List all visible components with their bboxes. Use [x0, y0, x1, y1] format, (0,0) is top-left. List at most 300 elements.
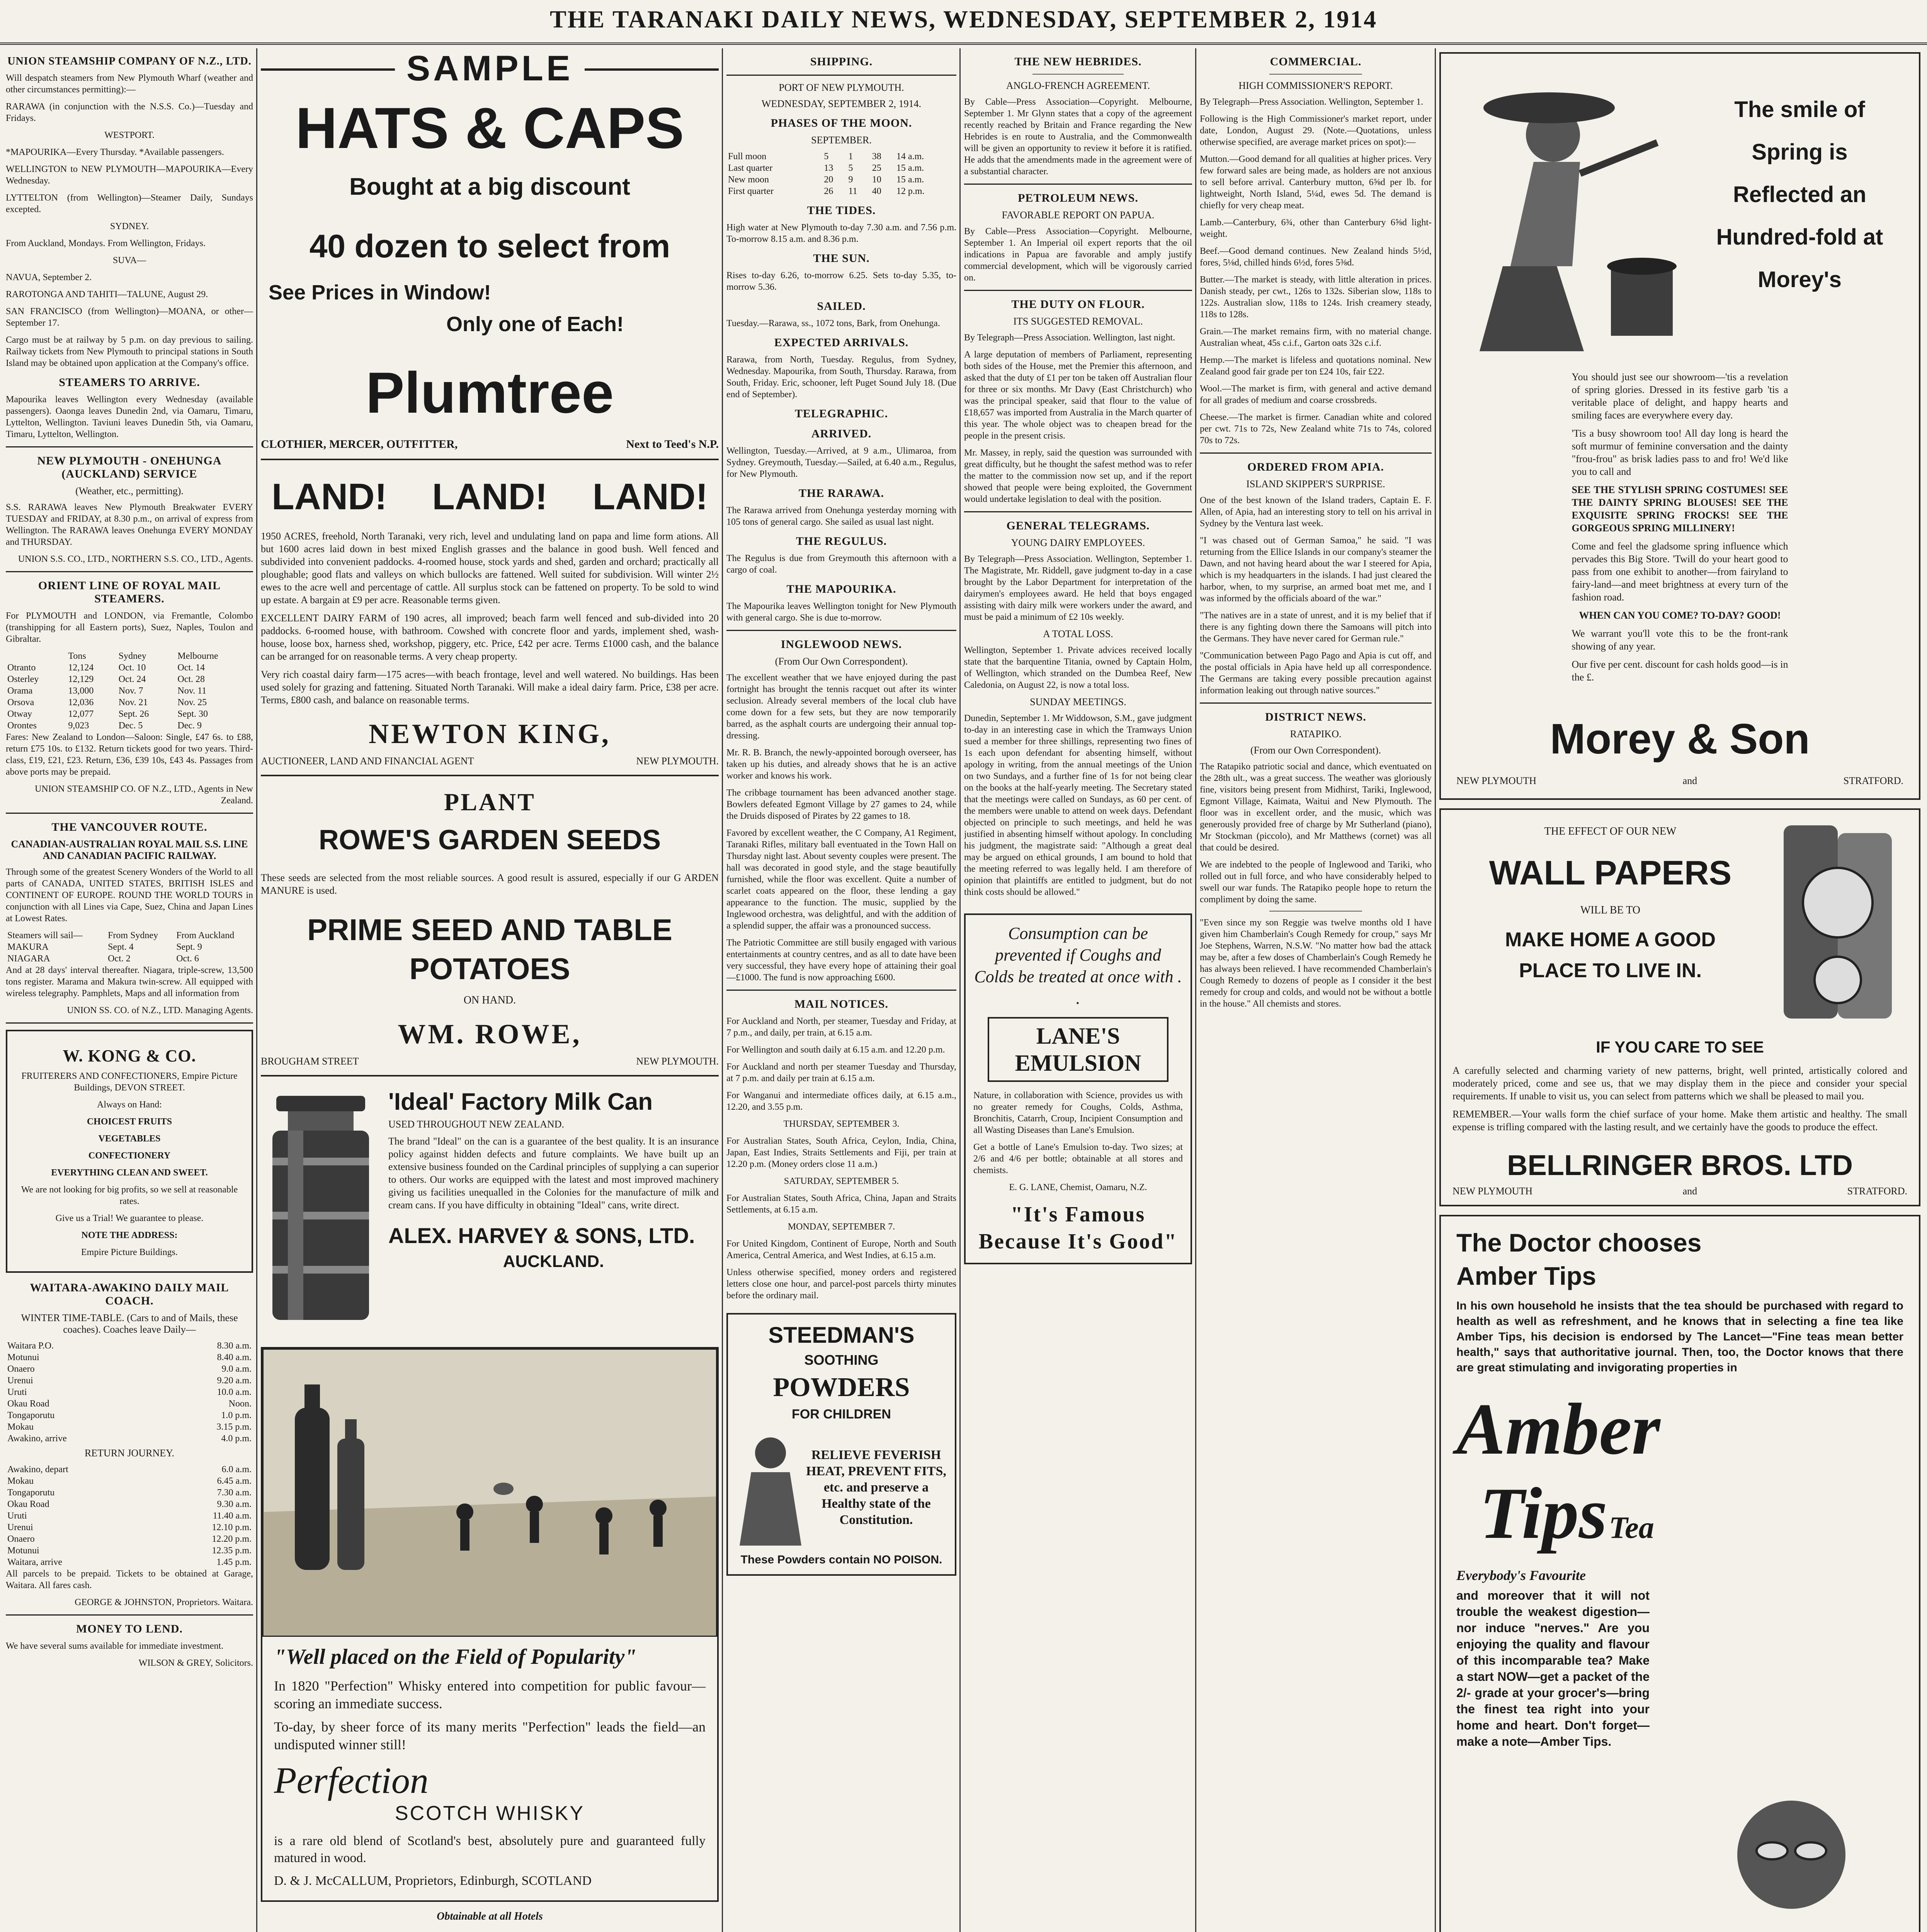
- cell: 9.20 a.m.: [217, 1376, 252, 1386]
- bell-and: and: [1682, 1185, 1697, 1197]
- union-line: WELLINGTON to NEW PLYMOUTH—MAPOURIKA—Every Wednesday.: [6, 164, 253, 186]
- hc-sub: HIGH COMMISSIONER'S REPORT.: [1238, 80, 1393, 91]
- cell: Okau Road: [7, 1399, 49, 1409]
- cell: Motunui: [7, 1352, 39, 1362]
- ideal-sub: USED THROUGHOUT NEW ZEALAND.: [388, 1119, 564, 1130]
- rowe-footer: [261, 1050, 719, 1077]
- mail-para: For Auckland and north per steamer Tuesday and Thursday, at 7 p.m. and daily per train at 6.15 a.m.: [726, 1062, 956, 1083]
- kong-title: W. KONG & CO.: [63, 1046, 196, 1065]
- column-rule: [1435, 48, 1436, 1932]
- column-2-adverts: [261, 48, 719, 1932]
- waitara-return-table: [6, 1464, 253, 1568]
- hc-para: Following is the High Commissioner's market report, under date, London, August 29. (Note.—Quotations, unless otherwise specified, are average market prices on spot):—: [1200, 114, 1432, 147]
- tea-word: Tea: [1609, 1511, 1654, 1545]
- will-be: WILL BE TO: [1580, 904, 1640, 916]
- table-row: [6, 1386, 253, 1398]
- orient-title: ORIENT LINE OF ROYAL MAIL STEAMERS.: [38, 579, 221, 605]
- header-cell: Sydney: [118, 651, 146, 661]
- union-line: *MAPOURIKA—Every Thursday. *Available passengers.: [6, 147, 224, 157]
- divider: [6, 1022, 253, 1024]
- table-row: [6, 662, 253, 673]
- scotch-whisky: SCOTCH WHISKY: [395, 1802, 585, 1825]
- doctor-line: The Doctor chooses: [1456, 1228, 1702, 1257]
- apia-para: "The natives are in a state of unrest, and it is my belief that if there is any fighting down there the Samoans will pitch into the Germans. They have never cared for German rule.": [1200, 611, 1432, 644]
- port-heading: PORT OF NEW PLYMOUTH.: [779, 82, 904, 93]
- divider: [1200, 452, 1432, 454]
- cell: Noon.: [228, 1399, 252, 1409]
- date-line: WEDNESDAY, SEPTEMBER 2, 1914.: [761, 98, 922, 109]
- kong-line: CHOICEST FRUITS: [87, 1117, 172, 1127]
- kong-line: Always on Hand:: [97, 1100, 162, 1110]
- mail-date: SATURDAY, SEPTEMBER 5.: [784, 1176, 899, 1186]
- table-row: [726, 174, 956, 185]
- table-row: [6, 941, 253, 953]
- cell: Otway: [7, 709, 32, 719]
- lanes-emulsion-advert: [964, 913, 1192, 1264]
- football-field-icon: [264, 1350, 716, 1636]
- inglewood-para: Favored by excellent weather, the C Company, A1 Regiment, Taranaki Rifles, military ball eventuated in the Town Hall on Thursday night last. About seventy couples were present. The hall was decorated in good style, and the stage beautifully furnished, while the floor was excellent. Quite a number of scarlet coats appeared on the floor, these lending a gay appearance to the function. The music, supplied by the Inglewood orchestra, was delightful, and with the addition of a splendid supper, the affair was a pronounced success.: [726, 828, 956, 931]
- morey-text: Our five per cent. discount for cash holds good—is in the £.: [1572, 659, 1788, 683]
- orient-text: For PLYMOUTH and LONDON, via Fremantle, Colombo (transhipping for all Eastern ports), Suez, Naples, Toulon and Gibraltar.: [6, 611, 253, 644]
- expected-text: Rarawa, from North, Tuesday. Regulus, from Sydney, Wednesday. Mapourika, from South, Thursday. Rarawa, from South, Friday. Eric, schooner, left Puget Sound July 18. (Due end of September).: [726, 355, 956, 400]
- union-line: RARAWA (in conjunction with the N.S.S. Co.)—Tuesday and Fridays.: [6, 102, 253, 123]
- plumtree-address: Next to Teed's N.P.: [626, 438, 719, 451]
- prices-line: See Prices in Window!: [269, 281, 491, 304]
- general-heading: GENERAL TELEGRAMS.: [1006, 519, 1150, 532]
- column-rule: [959, 48, 961, 1932]
- cell: 12.20 p.m.: [212, 1534, 252, 1544]
- loss-text: Wellington, September 1. Private advices received locally state that the barquentine Titania, owned by Captain Holm, of Wellington, which stranded on the Dumbea Reef, New Caledonia, on August 22, is now a total loss.: [964, 645, 1192, 690]
- mail-para: For Australian States, South Africa, Ceylon, India, China, Japan, East Indies, Straits Settlements and Fiji, per train at 12.20 p.m. (Money orders close 11 a.m.): [726, 1136, 956, 1169]
- column-1-shipping-ads: [6, 48, 253, 1932]
- obtainable: Obtainable at all Hotels: [437, 1910, 543, 1922]
- column-6-adverts: [1439, 48, 1920, 1932]
- amber-logo: [1456, 1387, 1903, 1471]
- table-row: [6, 1475, 253, 1487]
- cell: 14 a.m.: [896, 151, 924, 162]
- table-row: [6, 720, 253, 731]
- header-cell: [6, 650, 66, 662]
- sailed-text: Tuesday.—Rarawa, ss., 1072 tons, Bark, from Onehunga.: [726, 318, 940, 328]
- perfection-whisky-advert: [261, 1347, 719, 1902]
- cell: 3.15 p.m.: [216, 1422, 252, 1432]
- column-rule: [722, 48, 723, 1932]
- cell: 9,023: [68, 721, 89, 731]
- apia-para: One of the best known of the Island traders, Captain E. F. Allen, of Apia, had an interesting story to tell on his arrival in Sydney by the Ventura last week.: [1200, 495, 1432, 529]
- union-line: From Auckland, Mondays. From Wellington, Fridays.: [6, 238, 206, 248]
- table-row: [6, 697, 253, 708]
- onehunga-title: NEW PLYMOUTH - ONEHUNGA (AUCKLAND) SERVICE: [37, 454, 222, 480]
- cell: Sept. 9: [176, 942, 202, 952]
- table-row: [6, 1421, 253, 1433]
- famous-slogan: "It's Famous Because It's Good": [978, 1202, 1178, 1253]
- morey-text: You should just see our showroom—'tis a revelation of spring glories. Dressed in its festive garb 'tis a veritable place of delight, and happy hearts and smiling faces are everywhere every day.: [1572, 371, 1788, 421]
- steedman-advert: [726, 1313, 956, 1576]
- shipping-heading: SHIPPING.: [810, 55, 873, 68]
- blend-text: is a rare old blend of Scotland's best, absolutely pure and guaranteed fully matured in wood.: [274, 1834, 706, 1865]
- cell: 11: [848, 186, 857, 196]
- inglewood-heading: INGLEWOOD NEWS.: [781, 638, 902, 651]
- apia-heading: ORDERED FROM APIA.: [1247, 461, 1384, 473]
- cell: Oct. 2: [108, 954, 131, 964]
- alex-harvey: ALEX. HARVEY & SONS, LTD.: [388, 1223, 695, 1248]
- amber-word: Amber: [1456, 1389, 1660, 1470]
- sunday-sub: SUNDAY MEETINGS.: [1030, 696, 1126, 707]
- union-intro: Will despatch steamers from New Plymouth Wharf (weather and other circumstances permitting):—: [6, 73, 253, 95]
- vancouver-title: THE VANCOUVER ROUTE.: [51, 821, 207, 833]
- cell: NIAGARA: [7, 954, 50, 964]
- cell: Otranto: [7, 663, 36, 673]
- rarawa-text: The Rarawa arrived from Onehunga yesterday morning with 105 tons of general cargo. She sailed as usual last night.: [726, 505, 956, 527]
- union-line: LYTTELTON (from Wellington)—Steamer Daily, Sundays excepted.: [6, 193, 253, 214]
- cell: Urenui: [7, 1522, 33, 1532]
- milk-can-icon: [261, 1088, 381, 1328]
- ratapiko-sub: RATAPIKO.: [1290, 728, 1342, 740]
- table-row: [6, 1533, 253, 1545]
- table-row: [6, 1352, 253, 1363]
- column-rule: [1195, 48, 1196, 1932]
- table-row: [6, 1522, 253, 1533]
- rowe-street: BROUGHAM STREET: [261, 1056, 359, 1067]
- money-sign: WILSON & GREY, Solicitors.: [138, 1658, 253, 1668]
- hebrides-sub: ANGLO-FRENCH AGREEMENT.: [1006, 80, 1150, 91]
- cell: 12.35 p.m.: [212, 1546, 252, 1556]
- table-row: [6, 1375, 253, 1386]
- smile-line: Spring is: [1752, 139, 1848, 165]
- bellringer: BELLRINGER BROS. LTD: [1507, 1149, 1853, 1181]
- union-line: NAVUA, September 2.: [6, 272, 92, 282]
- table-row: [6, 1363, 253, 1375]
- union-line: SYDNEY.: [110, 221, 149, 231]
- header-cell: Tons: [68, 651, 86, 661]
- morey-and: and: [1682, 775, 1697, 786]
- cell: Uruti: [7, 1511, 27, 1521]
- cell: Nov. 25: [177, 697, 207, 707]
- kong-line: Give us a Trial! We guarantee to please.: [55, 1213, 204, 1223]
- cell: Last quarter: [728, 163, 773, 173]
- tips-word: Tips: [1480, 1473, 1607, 1554]
- on-hand: ON HAND.: [463, 994, 516, 1006]
- cell: 1.0 p.m.: [221, 1410, 252, 1420]
- sun-heading: THE SUN.: [813, 252, 870, 265]
- steedman-title: STEEDMAN'S: [768, 1323, 915, 1348]
- inglewood-para: The excellent weather that we have enjoyed during the past fortnight has brought the tennis racquet out after its winter seclusion. Already several members of the local club have come down for a few sets, but they are now temporarily barred, as the asphalt courts are undergoing their annual top-dressing.: [726, 673, 956, 741]
- cell: 9.0 a.m.: [221, 1364, 252, 1374]
- kong-line: VEGETABLES: [98, 1134, 161, 1144]
- cell: Awakino, arrive: [7, 1434, 67, 1444]
- cell: 13,000: [68, 686, 94, 696]
- hc-para: Beef.—Good demand continues. New Zealand hinds 5½d, fores, 5⅛d, chilled hinds 6½d, fores 5⅜d.: [1200, 246, 1432, 268]
- cell: Nov. 21: [118, 697, 148, 707]
- table-row: [6, 1410, 253, 1421]
- header-cell: Melbourne: [177, 651, 218, 661]
- nurse-icon: [736, 1430, 805, 1546]
- table-row: [6, 708, 253, 720]
- table-row: [6, 1340, 253, 1352]
- flour-para: Mr. Massey, in reply, said the question was surrounded with great difficulty, but he thought the safest method was to refer the matter to the commission now set up, and if the report showed that people were being exploited, the Government would undertake legislation to deal with the position.: [964, 448, 1192, 504]
- cell: 4.0 p.m.: [221, 1434, 252, 1444]
- dairy-sub: YOUNG DAIRY EMPLOYEES.: [1011, 537, 1145, 548]
- bellringer-footer: [1452, 1185, 1907, 1197]
- mail-heading: MAIL NOTICES.: [794, 998, 889, 1010]
- cell: 25: [872, 163, 881, 173]
- cell: Oct. 6: [176, 954, 199, 964]
- amber-tips-advert: [1439, 1215, 1920, 1932]
- cell: Orontes: [7, 721, 37, 731]
- steedman-claims: RELIEVE FEVERISH HEAT, PREVENT FITS, etc. and preserve a Healthy state of the Constitution.: [806, 1448, 946, 1527]
- lanes-sign: E. G. LANE, Chemist, Oamaru, N.Z.: [1009, 1182, 1147, 1192]
- milk-can-illustration: [261, 1088, 388, 1328]
- perfection-logo: Perfection: [274, 1760, 429, 1801]
- loss-sub: A TOTAL LOSS.: [1043, 628, 1113, 639]
- union-line: RAROTONGA AND TAHITI—TALUNE, August 29.: [6, 289, 208, 299]
- make-home: MAKE HOME A GOOD: [1505, 929, 1716, 951]
- smile-line: Hundred-fold at: [1716, 224, 1883, 250]
- bell-np: NEW PLYMOUTH: [1452, 1185, 1533, 1197]
- inglewood-para: The cribbage tournament has been advanced another stage. Bowlers defeated Egmont Village by 27 games to 24, while the Druids disposed of Pirates by 22 games to 18.: [726, 788, 956, 821]
- hc-para: By Telegraph—Press Association. Wellington, September 1.: [1200, 97, 1424, 107]
- smile-line: Reflected an: [1733, 182, 1866, 207]
- effect-line: THE EFFECT OF OUR NEW: [1544, 825, 1677, 837]
- cell: Orsova: [7, 697, 34, 707]
- field-text: In 1820 "Perfection" Whisky entered into competition for public favour—scoring an immediate success.: [274, 1678, 706, 1711]
- flour-heading: THE DUTY ON FLOUR.: [1011, 298, 1145, 311]
- expected-heading: EXPECTED ARRIVALS.: [774, 336, 909, 349]
- morey-stratford: STRATFORD.: [1843, 775, 1903, 786]
- kong-line: We are not looking for big profits, so we sell at reasonable rates.: [21, 1185, 238, 1206]
- kong-line: EVERYTHING CLEAN AND SWEET.: [51, 1168, 208, 1178]
- rowe-town: NEW PLYMOUTH.: [636, 1056, 719, 1067]
- land-text: Very rich coastal dairy farm—175 acres—with beach frontage, level and well watered. No buildings. Has been used solely for grazing and fattening. Situated North Taranaki. Will make a ideal dairy farm. Price, £38 per acre. Terms, £800 cash, and balance on reasonable terms.: [261, 669, 719, 706]
- cell: 15 a.m.: [896, 175, 924, 185]
- land-text: 1950 ACRES, freehold, North Taranaki, very rich, level and undulating land on papa and lime form ations. All but 1600 acres laid down in best mixed English grasses and the balance in good bush. Well fenced and subdivided into convenient paddocks. 4-roomed house, stock yards and shed, garden and orchard; practically all ploughable; good flats and valleys on which bullocks are fattened. Well suited for subdivision. Will winter 2½ ewes to the acre well and percentage of cattle. All surplus stock can be fattened on property. To be sold to wind up estate. A bargain at £9 per acre. Reasonable terms given.: [261, 531, 719, 605]
- ratapiko-para: We are indebted to the people of Inglewood and Tariki, who rolled out in full force, and who have considerably helped to swell our war funds. The Ratapiko people hope to return the compliment by doing the same.: [1200, 860, 1432, 905]
- hc-para: Lamb.—Canterbury, 6¾, other than Canterbury 6⅝d light-weight.: [1200, 218, 1432, 239]
- hebrides-heading: THE NEW HEBRIDES.: [1014, 55, 1142, 68]
- lanes-logo: LANE'S EMULSION: [988, 1017, 1168, 1082]
- column-4-telegrams: [964, 48, 1192, 1932]
- vancouver-sign: UNION SS. CO. of N.Z., LTD. Managing Agents.: [67, 1005, 253, 1015]
- mail-para: For Wanganui and intermediate offices daily, at 6.15 a.m., 12.20, and 3.55 p.m.: [726, 1090, 956, 1112]
- divider: [6, 571, 253, 572]
- cell: Oct. 24: [118, 674, 146, 684]
- cell: 6.45 a.m.: [217, 1476, 252, 1486]
- cell: 8.30 a.m.: [217, 1341, 252, 1351]
- divider: [1269, 911, 1362, 912]
- regulus-heading: THE REGULUS.: [796, 535, 887, 548]
- steedman-children: FOR CHILDREN: [792, 1407, 891, 1422]
- mapourika-text: The Mapourika leaves Wellington tonight for New Plymouth with general cargo. She is due to-morrow.: [726, 601, 956, 623]
- cell: Oct. 14: [177, 663, 205, 673]
- orient-agents: UNION STEAMSHIP CO. OF N.Z., LTD., Agents in New Zealand.: [35, 784, 253, 806]
- hebrides-text: By Cable—Press Association—Copyright. Melbourne, September 1. Mr Glynn states that a copy of the agreement recently reached by Britain and France regarding the New Hebrides is en route to Australia, and the Commonwealth will be given an opportunity to review it before it is ratified. He adds that the amendments made in the agreement were of a substantial character.: [964, 97, 1192, 177]
- place-to-live: PLACE TO LIVE IN.: [1519, 959, 1702, 982]
- cell: Mokau: [7, 1422, 34, 1432]
- dairy-text: By Telegraph—Press Association. Wellington, September 1. The Magistrate, Mr. Riddell, gave judgment to-day in a case brought by the Labor Department for interpretation of the dairymen's employees award. He held that boys engaged assisting with dairy milk were workers under the award, and must be paid a minimum of £2 10s weekly.: [964, 554, 1192, 622]
- tides-heading: THE TIDES.: [807, 204, 876, 217]
- cell: Onaero: [7, 1364, 35, 1374]
- apia-para: "Communication between Pago Pago and Apia is cut off, and the postal officials in Apia have held up all correspondence. The Germans are taking every possible precaution against information leaking out through native sources.": [1200, 651, 1432, 696]
- kong-line: CONFECTIONERY: [88, 1151, 171, 1161]
- morey-when: WHEN CAN YOU COME? TO-DAY? GOOD!: [1579, 610, 1781, 621]
- cell: Nov. 11: [177, 686, 207, 696]
- union-line: SAN FRANCISCO (from Wellington)—MOANA, or other—September 17.: [6, 306, 253, 328]
- doctor-portrait-icon: [1668, 1766, 1907, 1932]
- commercial-heading: COMMERCIAL.: [1270, 55, 1362, 68]
- cell: Sept. 4: [108, 942, 134, 952]
- arrive-heading: STEAMERS TO ARRIVE.: [59, 376, 200, 389]
- divider: [964, 184, 1192, 185]
- divider: [964, 290, 1192, 291]
- morey-np: NEW PLYMOUTH: [1456, 775, 1537, 786]
- table-row: [6, 1498, 253, 1510]
- cell: MAKURA: [7, 942, 49, 952]
- smile-line: The smile of: [1734, 97, 1865, 122]
- chamberlain-para: "Even since my son Reggie was twelve months old I have given him Chamberlain's Cough Remedy for croup," says Mr Joe Stephens, Warren, N.S.W. "No matter how bad the attack may be, after a few doses of Chamberlain's Cough Remedy he has always been relieved. I have recommended Chamberlain's Cough Remedy to dozens of people as I consider it the best remedy for croup and colds, and would not be without a bottle in the house." All chemists and stores.: [1200, 918, 1432, 1009]
- column-rule: [256, 48, 257, 1932]
- land-text: EXCELLENT DAIRY FARM of 190 acres, all improved; beach farm well fenced and sub-divided into 20 paddocks. 6-roomed house, with bathroom. Cowshed with concrete floor and yards, implement shed, wash-house, loose box, harness shed, workshop, piggery, etc. Price, £42 per acre. Terms £1000 cash, and the balance can be arranged for on reasonable terms. A very cheap property.: [261, 612, 719, 662]
- table-row: [6, 1510, 253, 1522]
- union-line: SUVA—: [112, 255, 146, 265]
- cell: 7.30 a.m.: [217, 1488, 252, 1498]
- hc-para: Wool.—The market is firm, with general and active demand for all grades of medium and coarse crossbreds.: [1200, 384, 1432, 405]
- vancouver-table: [6, 930, 253, 964]
- cell: Okau Road: [7, 1499, 49, 1509]
- morey-text: Come and feel the gladsome spring influence which pervades this Big Store. 'Twill do your heart good to pass from one exhibit to another—from fairyland to fairy-land—and meet brightness at every turn of the fashion road.: [1572, 541, 1788, 603]
- cell: 5: [824, 151, 829, 162]
- cell: 40: [872, 186, 881, 196]
- mail-date: THURSDAY, SEPTEMBER 3.: [783, 1119, 900, 1129]
- morey-footer: [1456, 775, 1903, 787]
- sailed-heading: SAILED.: [817, 300, 866, 313]
- waitara-title: WAITARA-AWAKINO DAILY MAIL COACH.: [30, 1281, 229, 1307]
- arrived-heading: ARRIVED.: [811, 427, 872, 440]
- vancouver-sub: CANADIAN-AUSTRALIAN ROYAL MAIL S.S. LINE AND CANADIAN PACIFIC RAILWAY.: [11, 838, 248, 861]
- plumtree-heading: Plumtree: [366, 360, 614, 425]
- column-3-shipping-news: [726, 48, 956, 1932]
- rowe-text: These seeds are selected from the most reliable sources. A good result is assured, especially if our G ARDEN MANURE is used.: [261, 872, 719, 896]
- table-row: [6, 953, 253, 964]
- ideal-text: The brand "Ideal" on the can is a guarantee of the best quality. It is an insurance policy against hidden defects and future complaints. We have built up an extensive business founded on the Cardinal principles of supplying a can superior to others. Our works are equipped with the latest and most improved machinery giving us facilities unequalled in the Colonies for the manufacture of milk and cream cans. If you have difficulty in obtaining "Ideal" cans, write direct.: [388, 1136, 719, 1211]
- newton-footer: [261, 750, 719, 776]
- morey-text: We warrant you'll vote this to be the front-rank showing of any year.: [1572, 628, 1788, 652]
- cell: 5: [848, 163, 853, 173]
- kong-text: FRUITERERS AND CONFECTIONERS, Empire Picture Buildings, DEVON STREET.: [21, 1071, 238, 1093]
- ideal-copy: [388, 1088, 719, 1328]
- inglewood-byline: (From Our Own Correspondent).: [775, 656, 908, 667]
- newton-trade: AUCTIONEER, LAND AND FINANCIAL AGENT: [261, 755, 474, 767]
- waitara-return: RETURN JOURNEY.: [84, 1447, 175, 1459]
- union-line: WESTPORT.: [104, 130, 155, 140]
- cell: Osterley: [7, 674, 39, 684]
- cell: Sept. 30: [177, 709, 208, 719]
- cell: 15 a.m.: [896, 163, 924, 173]
- cell: 12.10 p.m.: [212, 1522, 252, 1532]
- flour-sub: ITS SUGGESTED REMOVAL.: [1013, 316, 1143, 327]
- steedman-poison: These Powders contain NO POISON.: [740, 1553, 942, 1566]
- divider: [1032, 74, 1124, 75]
- arrived-text: Wellington, Tuesday.—Arrived, at 9 a.m., Ulimaroa, from Sydney. Greymouth, Tuesday.—Sailed, at 6.40 a.m., Regulus, for New Plymouth.: [726, 446, 956, 479]
- steedman-soothing: SOOTHING: [804, 1352, 879, 1368]
- cell: Oct. 10: [118, 663, 146, 673]
- table-row: [726, 151, 956, 162]
- newton-address: NEW PLYMOUTH.: [636, 755, 719, 767]
- hc-para: Cheese.—The market is firmer. Canadian white and colored per cwt. 71s to 72s, New Zealand white 71s to 74s, colored 70s to 72s.: [1200, 412, 1432, 446]
- cell: Dec. 9: [177, 721, 202, 731]
- cell: Motunui: [7, 1546, 39, 1556]
- cell: 38: [872, 151, 881, 162]
- phases-month: SEPTEMBER.: [811, 134, 872, 146]
- table-header: [6, 650, 253, 662]
- mail-para: For Auckland and North, per steamer, Tuesday and Friday, at 7 p.m., and daily, per train, at 6.15 a.m.: [726, 1016, 956, 1038]
- rowe-seeds: ROWE'S GARDEN SEEDS: [318, 825, 661, 855]
- divider: [1200, 702, 1432, 704]
- perfection-copy: [262, 1637, 717, 1900]
- consumption-line: Consumption can be prevented if Coughs and Colds be treated at once with . .: [974, 924, 1182, 1008]
- cell: 12,077: [68, 709, 94, 719]
- care-line: IF YOU CARE TO SEE: [1596, 1038, 1764, 1056]
- doctor-amber: Amber Tips: [1456, 1262, 1596, 1290]
- orient-fares: Fares: New Zealand to London—Saloon: Single, £47 6s. to £88, return £75 10s. to £132. Return tickets good for two years. Third-class, £19, £21, £23. Return, £36, £39 10s, £43 4s. Passages from above ports may be prepaid.: [6, 732, 253, 777]
- hc-para: Hemp.—The market is lifeless and quotations nominal. New Zealand good fair grade per ton £24 10s, fair £22.: [1200, 355, 1432, 377]
- tips-logo: [1480, 1471, 1903, 1556]
- steedman-powders: POWDERS: [773, 1372, 910, 1402]
- cell: 11.40 a.m.: [213, 1511, 252, 1521]
- ideal-advert: [261, 1088, 719, 1328]
- cell: 13: [824, 163, 833, 173]
- cell: Tongaporutu: [7, 1410, 55, 1420]
- apia-sub: ISLAND SKIPPER'S SURPRISE.: [1246, 478, 1385, 490]
- cell: 1.45 p.m.: [216, 1557, 252, 1567]
- mapourika-heading: THE MAPOURIKA.: [786, 583, 896, 595]
- prime-heading: PRIME SEED AND TABLE: [307, 913, 672, 947]
- money-title: MONEY TO LEND.: [76, 1622, 183, 1635]
- dozen-line: 40 dozen to select from: [309, 228, 670, 264]
- flour-para: By Telegraph—Press Association. Wellington, last night.: [964, 333, 1175, 343]
- only-line: Only one of Each!: [446, 313, 624, 336]
- money-text: We have several sums available for immediate investment.: [6, 1641, 224, 1651]
- divider: [1269, 74, 1362, 75]
- amber-text: and moreover that it will not trouble the weakest digestion—nor induce "nerves." Are you enjoying the quality and flavour of this incomparable tea? Make a start NOW—get a packet of the 2/- grade at your grocer's—bring the finest tea right into your home and heart. Don't forget—make a note—Amber Tips.: [1456, 1588, 1650, 1748]
- mail-para: For United Kingdom, Continent of Europe, North and South America, Central America, and West Indies, at 6.15 a.m.: [726, 1239, 956, 1260]
- bought-line: Bought at a big discount: [349, 173, 630, 200]
- sun-text: Rises to-day 6.26, to-morrow 6.25. Sets to-day 5.35, to-morrow 5.36.: [726, 270, 956, 292]
- inglewood-para: Mr. R. B. Branch, the newly-appointed borough overseer, has taken up his duties, and already shows that he is an active worker and knows his work.: [726, 748, 956, 781]
- apia-para: "I was chased out of German Samoa," he said. "I was returning from the Ellice Islands in our company's steamer the Dawn, and not having heard about the war I steered for Apia, which is my headquarters in the islands. I had just cleared the harbor, when, to my surprise, an armed boat met me, and I was informed by the officials aboard of the war.": [1200, 536, 1432, 604]
- hc-para: Mutton.—Good demand for all qualities at higher prices. Very few forward sales are being made, as holders are not anxious to sell before arrival. Canterbury mutton, 6⅝d per lb. for lightweight, North Island, 5¼d, ewes 5d. The demand is chiefly for very cheap meat.: [1200, 154, 1432, 211]
- phases-heading: PHASES OF THE MOON.: [770, 117, 912, 129]
- cell: New moon: [728, 175, 769, 185]
- table-row: [6, 685, 253, 697]
- wallpaper-copy: [1452, 818, 1768, 1026]
- morey-caps: SEE THE STYLISH SPRING COSTUMES! SEE THE DAINTY SPRING BLOUSES! SEE THE EXQUISITE SPRING FROCKS! SEE THE GORGEOUS SPRING MILLINERY!: [1572, 484, 1788, 534]
- ratapiko-para: The Ratapiko patriotic social and dance, which eventuated on the 28th ult., was a great success. The weather was gloriously fine, visitors being present from Midhirst, Tariki, Inglewood, Egmont Village, Kaimata, Waitui and New Plymouth. The floor was in excellent order, and the music, which was generously provided free of charge by Mr Sutherland (piano), Mr Stockman (piccolo), and Mr Matthews (cornet) was all that could be desired.: [1200, 762, 1432, 853]
- divider: [6, 1614, 253, 1616]
- field-text: To-day, by sheer force of its many merits "Perfection" leads the field—an undisputed winner still!: [274, 1719, 706, 1752]
- plumtree-trade: CLOTHIER, MERCER, OUTFITTER,: [261, 438, 458, 451]
- cell: Waitara P.O.: [7, 1341, 54, 1351]
- cell: 20: [824, 175, 833, 185]
- cell: 9.30 a.m.: [217, 1499, 252, 1509]
- morey-text: 'Tis a busy showroom too! All day long is heard the soft murmur of feminine conversation and the dainty "frou-frou" as brisk ladies pass to and fro! We'd like you to call and: [1572, 428, 1788, 477]
- divider: [964, 511, 1192, 512]
- morey-top: [1456, 65, 1903, 359]
- divider: [726, 75, 956, 76]
- tides-text: High water at New Plymouth to-day 7.30 a.m. and 7.56 p.m. To-morrow 8.15 a.m. and 8.36 p.m.: [726, 223, 956, 244]
- cell: 12,036: [68, 697, 94, 707]
- cell: Mokau: [7, 1476, 34, 1486]
- cell: Full moon: [728, 151, 767, 162]
